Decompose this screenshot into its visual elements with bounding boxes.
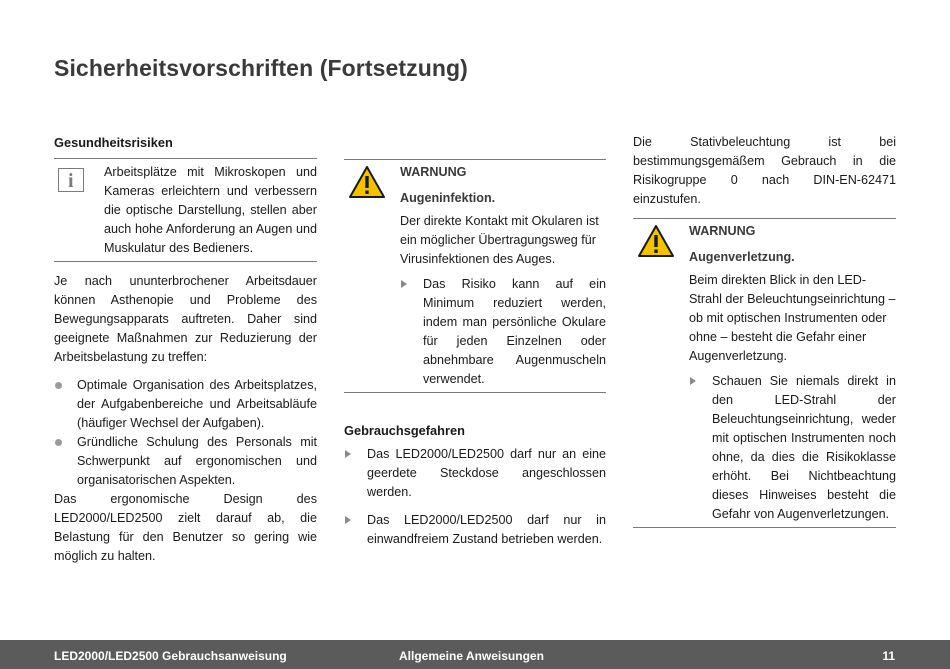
warning-actions bbox=[400, 275, 606, 389]
page-number: 11 bbox=[882, 649, 895, 663]
page-footer bbox=[0, 640, 950, 669]
warning-text: Der direkte Kontakt mit Okularen ist ein möglicher Übertragungsweg für Virusinfektionen des Auges. bbox=[400, 214, 599, 266]
list-item: Das Risiko kann auf ein Minimum reduziert werden, indem man persönliche Okulare für jeden Einzelnen oder abnehmbare Augenmuscheln verwendet. bbox=[400, 275, 606, 389]
warning-text: Beim direkten Blick in den LED-Strahl der Beleuchtungseinrichtung – ob mit optischen Instrumenten oder ohne – besteht die Gefahr einer Augenverletzung. bbox=[689, 273, 896, 363]
footer-document-title: LED2000/LED2500 Gebrauchsanweisung bbox=[54, 649, 287, 663]
info-note-text: Arbeitsplätze mit Mikroskopen und Kameras erleichtern und verbessern die optische Darstellung, stellen aber auch hohe Anforderung an Augen und Muskulatur des Bedieners. bbox=[104, 165, 317, 255]
info-icon: i bbox=[58, 168, 84, 192]
warning-triangle-icon bbox=[637, 224, 675, 258]
column-usage-hazards bbox=[344, 159, 606, 549]
warning-actions bbox=[689, 372, 896, 524]
list-item: Das LED2000/LED2500 darf nur in einwandfreiem Zustand betrieben werden. bbox=[344, 511, 606, 549]
warning-eye-infection bbox=[344, 159, 606, 393]
footer-section-name: Allgemeine Anweisungen bbox=[399, 649, 544, 663]
warning-triangle-icon bbox=[348, 165, 386, 199]
warning-title: Augenverletzung. bbox=[689, 250, 795, 264]
usage-hazards-list bbox=[344, 445, 606, 549]
warning-title: Augeninfektion. bbox=[400, 191, 496, 205]
info-note bbox=[54, 159, 317, 262]
warning-eye-injury bbox=[633, 218, 896, 528]
list-item: Schauen Sie niemals direkt in den LED-Strahl der Beleuchtungseinrichtung, weder mit optischen Instrumenten noch ohne, da dies die Risikoklasse erhöht. Bei Nichtbeachtung dieses Hinweises besteht die Gefahr von Augenverletzungen. bbox=[689, 372, 896, 524]
section-heading-health-risks: Gesundheitsrisiken bbox=[54, 135, 173, 150]
paragraph-workload: Je nach ununterbrochener Arbeitsdauer können Asthenopie und Probleme des Bewegungsapparats auftreten. Daher sind geeignete Maßnahmen zur Reduzierung der Arbeitsbelastung zu treffen: bbox=[54, 274, 317, 364]
list-item: Gründliche Schulung des Personals mit Schwerpunkt auf ergonomischen und organisatorischen Aspekten. bbox=[54, 433, 317, 490]
paragraph-risk-group: Die Stativbeleuchtung ist bei bestimmungsgemäßem Gebrauch in die Risikogruppe 0 nach DIN-EN-62471 einzustufen. bbox=[633, 135, 896, 206]
list-item: Optimale Organisation des Arbeitsplatzes, der Aufgabenbereiche und Arbeitsabläufe (häufiger Wechsel der Aufgaben). bbox=[54, 376, 317, 433]
list-item: Das LED2000/LED2500 darf nur an eine geerdete Steckdose angeschlossen werden. bbox=[344, 445, 606, 502]
column-lighting bbox=[633, 133, 896, 528]
warning-label: WARNUNG bbox=[400, 165, 467, 179]
paragraph-ergonomic-design: Das ergonomische Design des LED2000/LED2500 zielt darauf ab, die Belastung für den Benutzer so gering wie möglich zu halten. bbox=[54, 492, 317, 563]
bullet-list-measures bbox=[54, 376, 317, 490]
warning-label: WARNUNG bbox=[689, 224, 756, 238]
page-title: Sicherheitsvorschriften (Fortsetzung) bbox=[54, 55, 468, 81]
column-health-risks bbox=[54, 133, 317, 566]
section-heading-usage-hazards: Gebrauchsgefahren bbox=[344, 423, 465, 438]
